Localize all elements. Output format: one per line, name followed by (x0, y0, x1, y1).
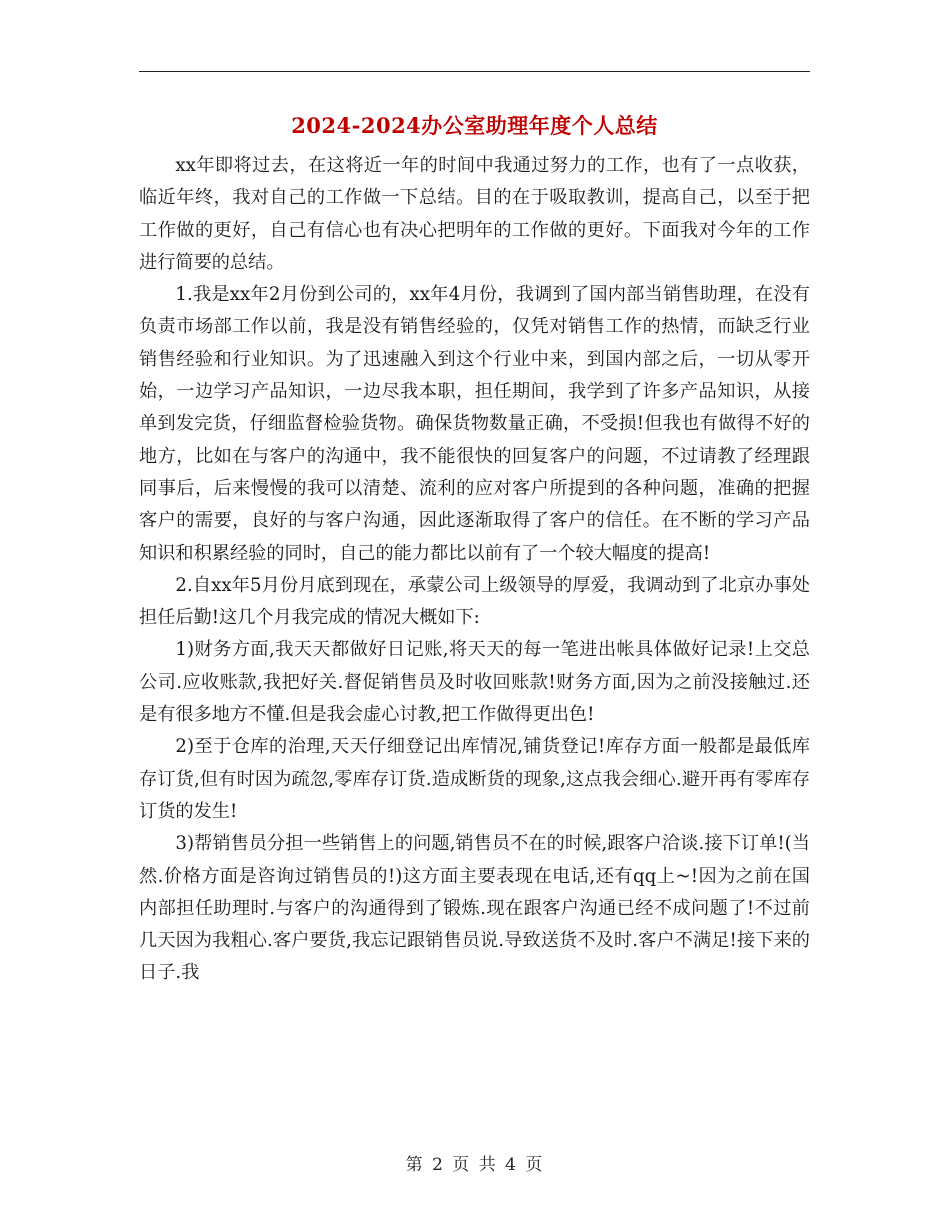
page-number-footer: 第 2 页 共 4 页 (405, 1155, 545, 1175)
paragraph-finance: 1)财务方面,我天天都做好日记账,将天天的每一笔进出帐具体做好记录!上交总公司.应收账款,我把好关.督促销售员及时收回账款!财务方面,因为之前没接触过.还是有很多地方不懂.但是我会虚心讨教,把工作做得更出色! (139, 639, 810, 726)
paragraph-intro: xx年即将过去，在这将近一年的时间中我通过努力的工作，也有了一点收获，临近年终，我对自己的工作做一下总结。目的在于吸取教训，提高自己，以至于把工作做的更好，自己有信心也有决心把明年的工作做的更好。下面我对今年的工作进行简要的总结。 (139, 155, 810, 273)
document-body (139, 150, 810, 990)
paragraph-item-2: 2.自xx年5月份月底到现在，承蒙公司上级领导的厚爱，我调动到了北京办事处担任后勤!这几个月我完成的情况大概如下: (139, 574, 810, 629)
header-rule (139, 71, 810, 72)
paragraph-item-1: 1.我是xx年2月份到公司的，xx年4月份，我调到了国内部当销售助理，在没有负责市场部工作以前，我是没有销售经验的，仅凭对销售工作的热情，而缺乏行业销售经验和行业知识。为了迅速融入到这个行业中来，到国内部之后，一切从零开始，一边学习产品知识，一边尽我本职，担任期间，我学到了许多产品知识，从接单到发完货，仔细监督检验货物。确保货物数量正确，不受损!但我也有做得不好的地方，比如在与客户的沟通中，我不能很快的回复客户的问题，不过请教了经理跟同事后，后来慢慢的我可以清楚、流利的应对客户所提到的各种问题，准确的把握客户的需要，良好的与客户沟通，因此逐渐取得了客户的信任。在不断的学习产品知识和积累经验的同时，自己的能力都比以前有了一个较大幅度的提高! (139, 284, 810, 564)
document-title: 2024-2024办公室助理年度个人总结 (291, 113, 658, 138)
paragraph-sales-support: 3)帮销售员分担一些销售上的问题,销售员不在的时候,跟客户洽谈.接下订单!(当然.价格方面是咨询过销售员的!)这方面主要表现在电话,还有qq上~!因为之前在国内部担任助理时.与客户的沟通得到了锻炼.现在跟客户沟通已经不成问题了!不过前几天因为我粗心.客户要货,我忘记跟销售员说.导致送货不及时.客户不满足!接下来的日子.我 (139, 833, 810, 984)
paragraph-warehouse: 2)至于仓库的治理,天天仔细登记出库情况,铺货登记!库存方面一般都是最低库存订货,但有时因为疏忽,零库存订货.造成断货的现象,这点我会细心.避开再有零库存订货的发生! (139, 736, 810, 822)
